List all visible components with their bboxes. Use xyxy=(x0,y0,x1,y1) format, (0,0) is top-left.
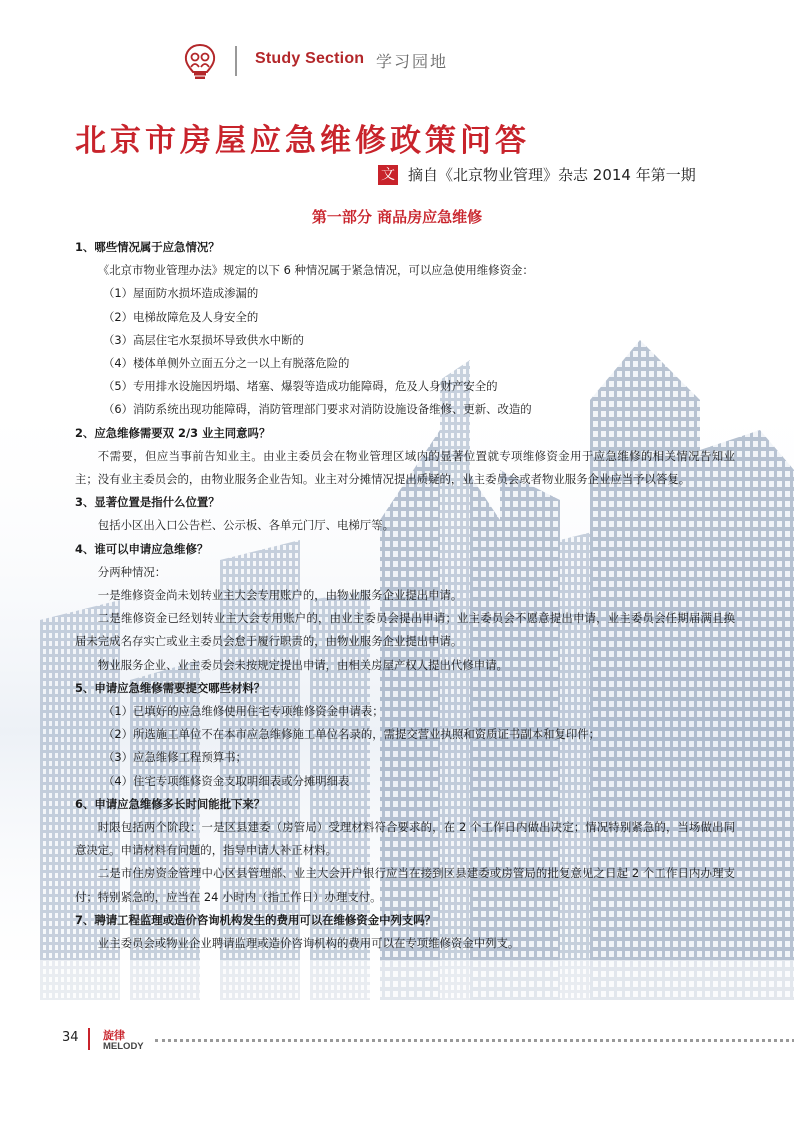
question-heading: 1、哪些情况属于应急情况？ xyxy=(75,240,220,254)
question-heading: 3、显著位置是指什么位置？ xyxy=(75,495,220,510)
question-heading: 5、申请应急维修需要提交哪些材料？ xyxy=(75,680,266,695)
page-header xyxy=(180,40,580,84)
lightbulb-logo-icon xyxy=(180,42,220,82)
answer-paragraph: 分两种情况： xyxy=(97,564,167,579)
answer-paragraph: 二是市住房资金管理中心区县管理部、业主大会开户银行应当在接到区县建委或房管局的批复意见之日起 2 个工作日内办理支付；特别紧急的，应当在 24 小时内（指工作日）办理支付。 xyxy=(75,866,735,904)
answer-paragraph: 一是维修资金尚未划转业主大会专用账户的，由物业服务企业提出申请。 xyxy=(97,588,463,603)
list-item: （1）已填好的应急维修使用住宅专项维修资金申请表； xyxy=(103,704,384,719)
source-mark: 文 xyxy=(378,165,398,185)
question-heading: 7、聘请工程监理或造价咨询机构发生的费用可以在维修资金中列支吗？ xyxy=(75,912,437,927)
list-item: （2）电梯故障危及人身安全的 xyxy=(103,309,259,324)
footer-divider xyxy=(88,1028,90,1050)
list-item: （4）住宅专项维修资金支取明细表或分摊明细表 xyxy=(103,773,350,788)
list-item: （3）应急维修工程预算书； xyxy=(103,750,247,765)
list-item: （3）高层住宅水泵损坏导致供水中断的 xyxy=(103,332,304,347)
magazine-name-en: MELODY xyxy=(103,1041,144,1052)
answer-paragraph: 《北京市物业管理办法》规定的以下 6 种情况属于紧急情况，可以应急使用维修资金： xyxy=(97,263,534,278)
list-item: （2）所选施工单位不在本市应急维修施工单位名录的，需提交营业执照和资质证书副本和复印件； xyxy=(103,727,601,742)
article-source xyxy=(378,164,696,185)
section-label-cn: 学习园地 xyxy=(376,52,449,71)
answer-paragraph: 不需要，但应当事前告知业主。由业主委员会在物业管理区域内的显著位置就专项维修资金用于应急维修的相关情况告知业主；没有业主委员会的，由物业服务企业告知。业主对分摊情况提出质疑的，业主委员会或者物业服务企业应当予以答复。 xyxy=(75,448,735,487)
answer-paragraph: 二是维修资金已经划转业主大会专用账户的，由业主委员会提出申请；业主委员会不愿意提出申请，业主委员会任期届满且换届未完成名存实亡或业主委员会怠于履行职责的，由物业服务企业提出申请。 xyxy=(75,611,735,649)
section-label-en: Study Section xyxy=(255,50,365,67)
section-heading: 第一部分 商品房应急维修 xyxy=(311,208,483,226)
list-item: （6）消防系统出现功能障碍，消防管理部门要求对消防设施设备维修、更新、改造的 xyxy=(103,402,532,417)
magazine-name-cn: 旋律 xyxy=(103,1029,125,1042)
question-heading: 2、应急维修需要双 2/3 业主同意吗？ xyxy=(75,425,271,440)
article-title: 北京市房屋应急维修政策问答 xyxy=(75,123,530,159)
page-number: 34 xyxy=(62,1030,79,1045)
source-text: 摘自《北京物业管理》杂志 2014 年第一期 xyxy=(408,166,696,184)
list-item: （5）专用排水设施因坍塌、堵塞、爆裂等造成功能障碍，危及人身财产安全的 xyxy=(103,379,498,394)
footer-dotted-rule xyxy=(155,1039,794,1042)
answer-paragraph: 时限包括两个阶段：一是区县建委（房管局）受理材料符合要求的，在 2 个工作日内做出决定；情况特别紧急的，当场做出同意决定。申请材料有问题的，指导申请人补正材料。 xyxy=(75,820,735,858)
answer-paragraph: 业主委员会或物业企业聘请监理或造价咨询机构的费用可以在专项维修资金中列支。 xyxy=(97,936,520,951)
article-body xyxy=(75,236,735,955)
question-heading: 4、谁可以申请应急维修？ xyxy=(75,541,209,556)
list-item: （1）屋面防水损坏造成渗漏的 xyxy=(103,286,259,301)
question-heading: 6、申请应急维修多长时间能批下来？ xyxy=(75,796,266,811)
header-divider xyxy=(235,46,237,76)
list-item: （4）楼体单侧外立面五分之一以上有脱落危险的 xyxy=(103,356,350,371)
answer-paragraph: 物业服务企业、业主委员会未按规定提出申请，由相关房屋产权人提出代修申请。 xyxy=(97,657,508,672)
answer-paragraph: 包括小区出入口公告栏、公示板、各单元门厅、电梯厅等。 xyxy=(97,518,394,533)
